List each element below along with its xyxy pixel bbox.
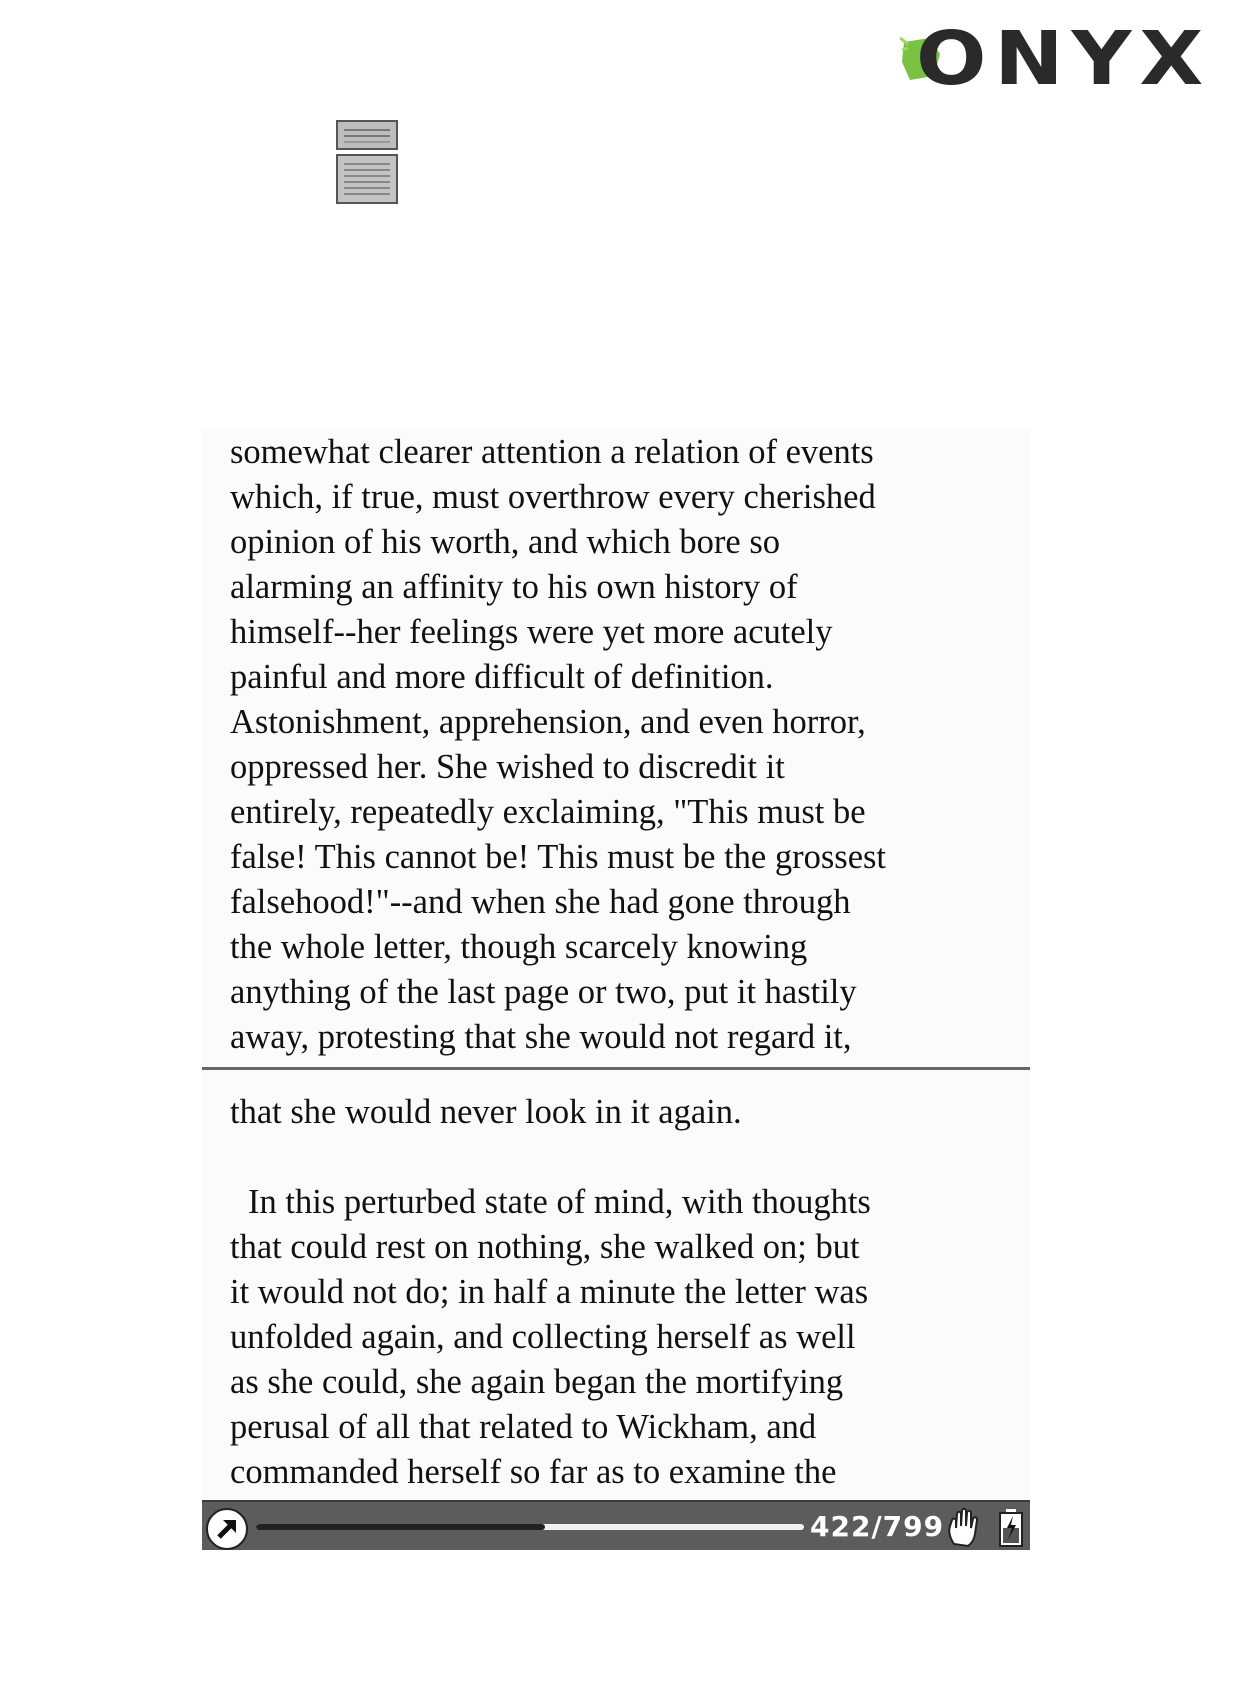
arrow-up-right-icon — [208, 1510, 246, 1548]
text-line: Astonishment, apprehension, and even horror, — [230, 703, 866, 741]
pane-divider[interactable] — [202, 1067, 1030, 1070]
paragraph-gap — [230, 1135, 1030, 1180]
text-line: somewhat clearer attention a relation of events — [230, 433, 874, 471]
text-line: alarming an affinity to his own history of — [230, 568, 798, 606]
text-line: unfolded again, and collecting herself as well — [230, 1318, 856, 1356]
onyx-logo — [900, 16, 1212, 102]
text-line: entirely, repeatedly exclaiming, "This must be — [230, 793, 866, 831]
text-line: falsehood!"--and when she had gone through — [230, 883, 851, 921]
text-line: false! This cannot be! This must be the grossest — [230, 838, 887, 876]
text-line: opinion of his worth, and which bore so — [230, 523, 781, 561]
logo-text: ONYX — [916, 16, 1212, 102]
bottom-text-block — [230, 1090, 1030, 1495]
hand-touch-icon[interactable] — [944, 1506, 984, 1548]
reading-progress-bar[interactable] — [256, 1524, 804, 1530]
two-pane-layout-icon[interactable] — [336, 120, 398, 204]
text-line: that could rest on nothing, she walked on; but — [230, 1228, 860, 1266]
text-line: himself--her feelings were yet more acutely — [230, 613, 833, 651]
text-line: the whole letter, though scarcely knowing — [230, 928, 808, 966]
text-line: away, protesting that she would not regard it, — [230, 1018, 852, 1056]
text-line: commanded herself so far as to examine the — [230, 1453, 837, 1491]
page-indicator[interactable]: 422/799 — [810, 1510, 945, 1543]
status-bar — [202, 1500, 1030, 1550]
text-line: it would not do; in half a minute the letter was — [230, 1273, 869, 1311]
text-line: that she would never look in it again. — [230, 1093, 742, 1131]
battery-icon — [998, 1508, 1024, 1548]
text-line: as she could, she again began the mortifying — [230, 1363, 844, 1401]
back-button[interactable] — [206, 1508, 248, 1550]
text-line: In this perturbed state of mind, with thoughts — [248, 1183, 871, 1221]
text-line: anything of the last page or two, put it hastily — [230, 973, 857, 1011]
text-line: oppressed her. She wished to discredit it — [230, 748, 785, 786]
progress-fill — [256, 1524, 545, 1530]
text-line: perusal of all that related to Wickham, and — [230, 1408, 817, 1446]
text-line: painful and more difficult of definition. — [230, 658, 774, 696]
reading-pane[interactable] — [202, 430, 1030, 1547]
top-text-block — [230, 430, 1030, 1060]
text-line: which, if true, must overthrow every cherished — [230, 478, 876, 516]
